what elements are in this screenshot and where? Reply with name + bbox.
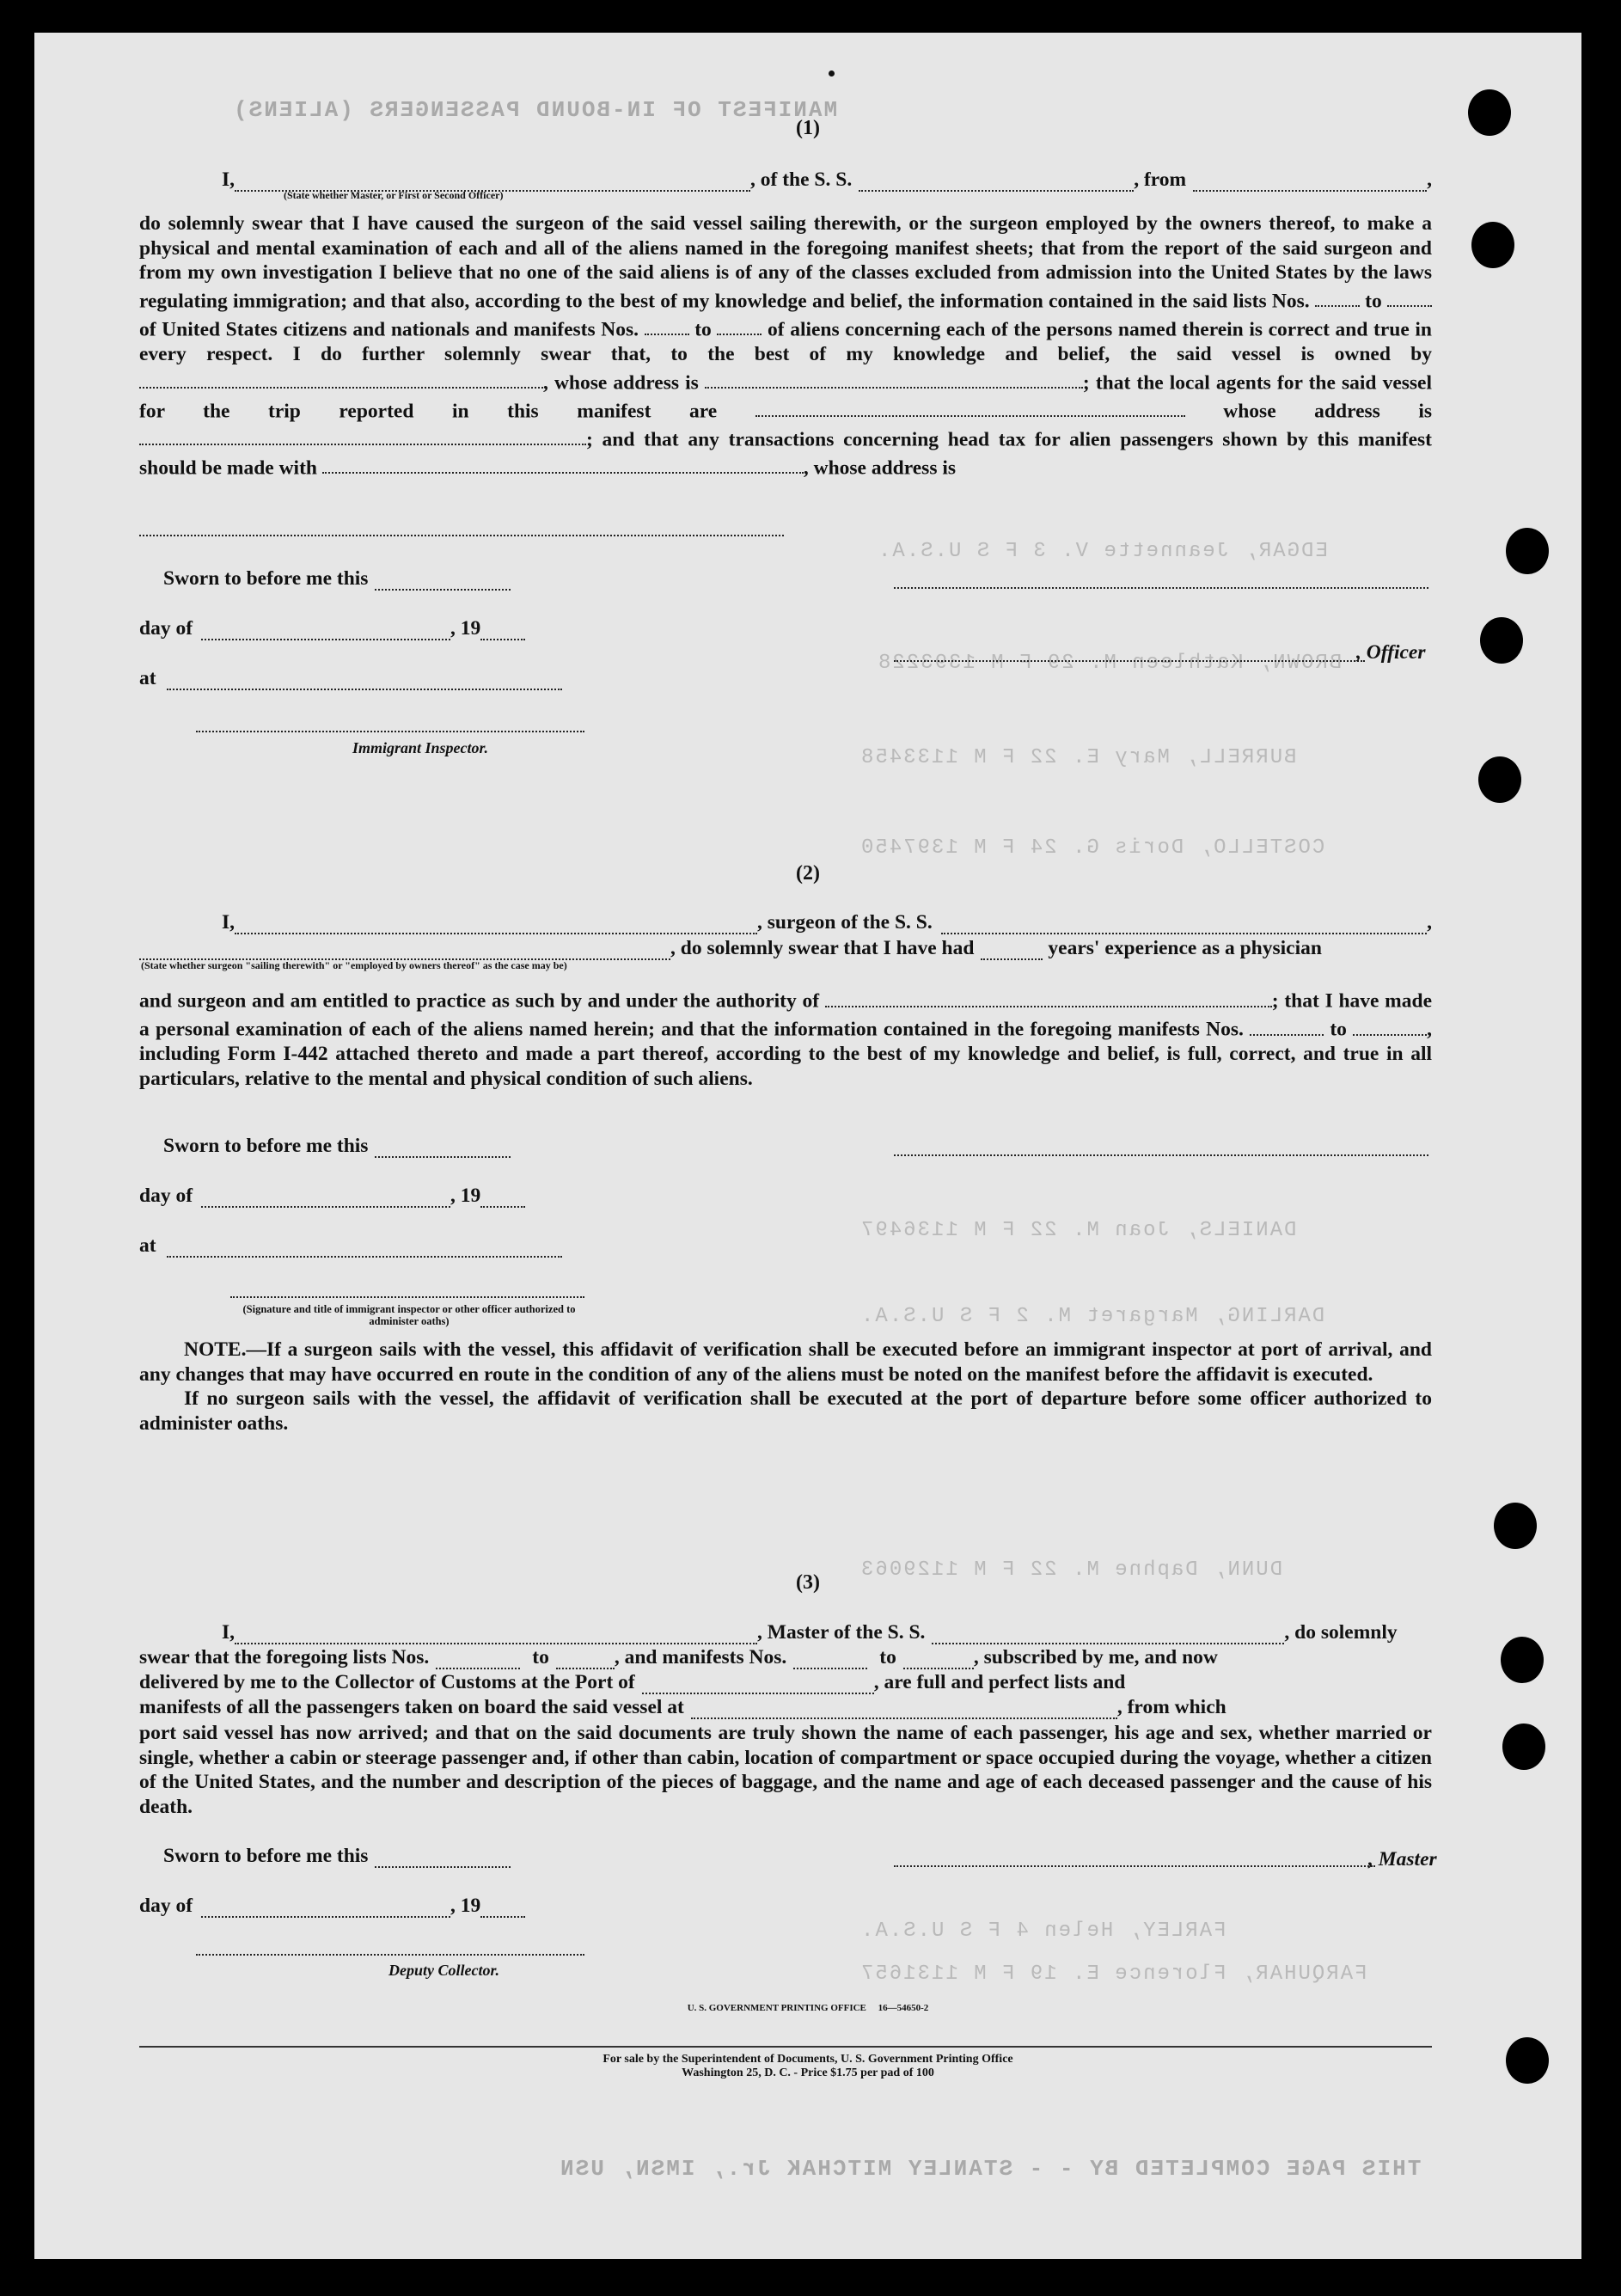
master-signature-line[interactable]: [894, 1865, 1375, 1867]
officer-line[interactable]: [894, 660, 1365, 662]
sale-line-2: Washington 25, D. C. - Price $1.75 per pad of 100: [682, 2066, 934, 2079]
year-field[interactable]: [480, 1186, 525, 1209]
citizen-lists-from-field[interactable]: [1315, 285, 1360, 308]
punch-hole: [1471, 222, 1514, 268]
note-text-1: —If a surgeon sails with the vessel, this affidavit of verification shall be executed before an immigrant inspector at port of arrival, and any changes that may have occurred en route in the condition of any of the aliens must be noted on the manifest before the affidavit is executed.: [139, 1338, 1432, 1386]
to-label: to: [1365, 290, 1382, 313]
officer-signature-line[interactable]: [894, 587, 1428, 589]
do-solemnly-label: , do solemnly: [1284, 1621, 1398, 1644]
section-3-day-of: [139, 1895, 1432, 1918]
bleed-through-text: DUNN, Daphne M. 22 F M 1129063: [859, 1558, 1283, 1582]
section-2-note: [139, 1338, 1432, 1436]
inspector-signature-line[interactable]: [230, 1296, 584, 1298]
section-1-opening-line: I, , of the S. S. , from ,: [222, 168, 1432, 191]
punch-hole: [1480, 617, 1523, 664]
exam-text: that I have made a personal examination of each of the aliens named herein; and that the information contained in the foregoing manifests Nos.: [139, 989, 1432, 1041]
manifests-to-field[interactable]: [903, 1648, 974, 1670]
lists-to-field[interactable]: [556, 1648, 615, 1670]
section-1-affidavit: do solemnly swear that I have caused the surgeon of the said vessel sailing therewith, or the surgeon employed by the owners thereof, to make a physical and mental examination of each and all of the aliens named in the foregoing manifest sheets; that from the report of the said surgeon and from my own investigation I believe that no one of the said aliens is of any of the classes excluded from admission into the United States by the laws regulating immigration; and that also, according to the best of my knowledge and belief, the information contained in the said lists Nos. to of United States citizens and nationals and manifests Nos. to of aliens concerning each of the persons named therein is correct and true in every respect. I do further solemnly swear that, to the best of my knowledge and belief, the said vessel is owned by , whose address is ; that the local agents for the said vessel for the trip reported in this manifest are whose address is ; and that any transactions concerning head tax for alien passengers shown by this manifest should be made with , whose address is: [139, 212, 1433, 480]
note-label: NOTE.: [184, 1338, 247, 1361]
bleed-through-text: FARLEY, Helen 4 F S U.S.A.: [859, 1919, 1226, 1943]
surgeon-status-field[interactable]: [139, 939, 670, 961]
i-label: I,: [222, 911, 236, 934]
printing-office-line: U. S. GOVERNMENT PRINTING OFFICE 16—54650-2: [687, 2003, 929, 2013]
section-3-affidavit: [139, 1721, 1432, 1819]
deputy-collector-signature-line[interactable]: [196, 1954, 584, 1956]
delivered-label: delivered by me to the Collector of Customs at the Port of: [139, 1671, 635, 1693]
officer-rank-note: (State whether Master, or First or Second Officer): [284, 189, 504, 201]
master-vessel-field[interactable]: [932, 1623, 1284, 1645]
section-2-affidavit: and surgeon and am entitled to practice as such by and under the authority of ; that I have made a personal examination of each of the aliens named herein; and that the information contained in the foregoing manifests Nos. to , including Form I-442 attached thereto and made a part thereof, according to the best of my knowledge and belief, is full, correct, and true in all particulars, relative to the mental and physical condition of such aliens.: [139, 985, 1432, 1091]
manifests-from-field[interactable]: [1250, 1013, 1324, 1036]
from-which-label: , from which: [1116, 1696, 1226, 1718]
sworn-day-field[interactable]: [375, 1846, 511, 1869]
bleed-through-text: COSTELLO, Doris G. 24 F M 1397450: [859, 836, 1325, 860]
to-label: to: [879, 1646, 896, 1668]
section-2-second-line: [139, 937, 1432, 960]
document-page: [34, 33, 1581, 2259]
bleed-through-text: BURRELL, Mary E. 22 F M 1133458: [859, 746, 1297, 769]
agents-address-field[interactable]: [139, 424, 586, 446]
manifests-from-field[interactable]: [793, 1648, 867, 1670]
surgeon-signature-line[interactable]: [894, 1154, 1428, 1156]
year-field[interactable]: [480, 619, 525, 641]
alien-manifests-from-field[interactable]: [645, 314, 689, 336]
section-3-text: port said vessel has now arrived; and that on the said documents are truly shown the name of each passenger, his age and sex, whether married or single, whether a cabin or steerage passenger and, if other than cabin, location of compartment or space occupied during the voyage, whether a citizen of the United States, and the number and description of the pieces of baggage, and the name and age of each deceased passenger and the cause of his death.: [139, 1722, 1432, 1818]
manifests-all-label: manifests of all the passengers taken on board the said vessel at: [139, 1696, 684, 1718]
bleed-through-footer: THIS PAGE COMPLETED BY - - STANLEY MITCHAK Jr., IMSN, USN: [559, 2156, 1422, 2182]
bleed-through-text: EDGAR, Jeannette V. 3 F S U.S.A.: [877, 540, 1328, 563]
authority-field[interactable]: [825, 985, 1272, 1007]
head-tax-agent-field[interactable]: [322, 452, 804, 475]
inspector-signature-note: (Signature and title of immigrant inspector or other officer authorized to administer oaths): [242, 1303, 576, 1327]
section-3-delivered-line: [139, 1671, 1432, 1694]
section-2-at: [139, 1234, 1432, 1258]
section-3-boarded-line: [139, 1696, 1432, 1719]
sworn-day-field[interactable]: [375, 1136, 511, 1159]
punch-hole: [1502, 1724, 1545, 1770]
section-2-opening-line: I, , surgeon of the S. S. ,: [222, 911, 1432, 934]
and-manifests-label: , and manifests Nos.: [614, 1646, 787, 1668]
agents-text: that the local agents for the said vessel for the trip reported in this manifest are: [139, 371, 1433, 423]
section-3-opening-line: [139, 1621, 1432, 1644]
affidavit-text-3: of aliens concerning each of the persons named therein is correct and true in every respect. I do further solemnly swear that, to the best of my knowledge and belief, the said vessel is owned by: [139, 318, 1432, 365]
i-label: I,: [222, 168, 236, 191]
to-label: to: [532, 1646, 549, 1668]
to-label: to: [694, 318, 712, 341]
day-of-label: day of: [139, 1895, 193, 1917]
affidavit-text-2: of United States citizens and nationals and manifests Nos.: [139, 318, 639, 341]
month-field[interactable]: [201, 1186, 450, 1209]
form-text: , including Form I-442 attached thereto and made a part thereof, according to the best of my knowledge and belief, is full, correct, and true in all particulars, relative to the mental and physical condition of such aliens.: [139, 1018, 1433, 1090]
surgeon-status-note: (State whether surgeon "sailing therewith" or "employed by owners thereof" as the case may be): [141, 959, 567, 971]
affidavit-text-1: do solemnly swear that I have caused the surgeon of the said vessel sailing therewith, or the surgeon employed by the owners thereof, to make a physical and mental examination of each and all of the aliens named in the foregoing manifest sheets; that from the report of the said surgeon and from my own investigation I believe that no one of the said aliens is of any of the classes excluded from admission into the United States by the laws regulating immigration; and that also, according to the best of my knowledge and belief, the information contained in the said lists Nos.: [139, 212, 1432, 313]
head-tax-address-line[interactable]: [139, 535, 784, 536]
punch-hole: [1494, 1503, 1537, 1549]
section-2-day-of: [139, 1185, 1432, 1208]
year-label: , 19: [450, 1185, 481, 1207]
place-field[interactable]: [167, 1236, 562, 1258]
authority-text: and surgeon and am entitled to practice as such by and under the authority of: [139, 989, 820, 1013]
section-3-sworn: [139, 1845, 1432, 1868]
year-label: , 19: [450, 617, 481, 640]
immigrant-inspector-label: Immigrant Inspector.: [352, 739, 489, 756]
citizen-lists-to-field[interactable]: [1387, 285, 1432, 308]
footer-rule: [139, 2046, 1432, 2048]
surgeon-vessel-field[interactable]: [941, 913, 1427, 935]
punch-hole: [1468, 89, 1511, 136]
swear-label: , do solemnly swear that I have had: [670, 937, 975, 959]
place-field[interactable]: [167, 669, 562, 691]
surgeon-name-field[interactable]: [235, 913, 757, 935]
day-of-label: day of: [139, 1185, 193, 1207]
master-label: , Master: [1368, 1848, 1437, 1870]
bleed-through-text: DANIELS, Joan M. 22 F M 1136497: [859, 1219, 1297, 1242]
section-1-number: (1): [796, 117, 820, 139]
section-2-number: (2): [796, 862, 820, 885]
section-3-lists-line: [139, 1646, 1432, 1669]
punch-hole: [1501, 1637, 1544, 1683]
whose-address-label: , whose address is: [543, 371, 699, 395]
punch-hole: [1506, 528, 1549, 574]
sworn-day-field[interactable]: [375, 569, 511, 591]
sale-line-1: For sale by the Superintendent of Documents, U. S. Government Printing Office: [603, 2053, 1013, 2066]
note-text-2: If no surgeon sails with the vessel, the affidavit of verification shall be executed at the port of departure before some officer authorized to administer oaths.: [139, 1387, 1432, 1435]
years-field[interactable]: [981, 939, 1043, 961]
section-1-day-of: [139, 617, 1432, 640]
alien-manifests-to-field[interactable]: [717, 314, 762, 336]
agents-field[interactable]: [755, 395, 1185, 418]
section-3-number: (3): [796, 1571, 820, 1594]
officer-label: , Officer: [1356, 641, 1426, 664]
at-label: at: [139, 667, 156, 689]
bleed-through-text: BROWN, Kathleen M. 29 F M 1393228: [877, 652, 1343, 675]
years-label: years' experience as a physician: [1048, 937, 1322, 959]
deputy-collector-label: Deputy Collector.: [388, 1962, 499, 1979]
swear-lists-label: swear that the foregoing lists Nos.: [139, 1646, 430, 1668]
manifests-to-field[interactable]: [1353, 1013, 1427, 1036]
subscribed-label: , subscribed by me, and now: [973, 1646, 1218, 1668]
year-label: , 19: [450, 1895, 481, 1917]
sworn-label: Sworn to before me this: [163, 567, 369, 590]
bleed-through-header: MANIFEST OF IN-BOUND PASSENGERS (ALIENS): [232, 97, 838, 123]
sworn-label: Sworn to before me this: [163, 1135, 369, 1157]
registration-dot: [829, 70, 835, 77]
whose-address-label: whose address is: [1223, 400, 1433, 423]
i-label: I,: [222, 1621, 236, 1644]
from-label: , from: [1134, 168, 1187, 191]
master-of-label: , Master of the S. S.: [757, 1621, 926, 1644]
day-of-label: day of: [139, 617, 193, 640]
lists-from-field[interactable]: [436, 1648, 520, 1670]
head-tax-text: ; and that any transactions concerning head tax for alien passengers shown by this manifest should be made with: [139, 428, 1432, 480]
month-field[interactable]: [201, 1896, 450, 1919]
immigrant-inspector-signature-line[interactable]: [196, 731, 584, 732]
month-field[interactable]: [201, 619, 450, 641]
master-name-field[interactable]: [235, 1623, 757, 1645]
to-label: to: [1330, 1018, 1347, 1041]
surgeon-of-label: , surgeon of the S. S.: [757, 911, 933, 934]
bleed-through-text: FARQUHAR, Florence E. 19 F M 1131657: [859, 1962, 1367, 1986]
owner-address-field[interactable]: [705, 367, 1083, 389]
year-field[interactable]: [480, 1896, 525, 1919]
full-perfect-label: , are full and perfect lists and: [873, 1671, 1126, 1693]
owner-field[interactable]: [139, 367, 543, 389]
boarding-port-field[interactable]: [691, 1698, 1117, 1720]
vessel-name-field[interactable]: [859, 170, 1134, 193]
whose-address-label: , whose address is: [803, 456, 957, 480]
section-1-at: [139, 667, 1432, 690]
port-field[interactable]: [642, 1673, 874, 1695]
from-port-field[interactable]: [1193, 170, 1427, 193]
at-label: at: [139, 1234, 156, 1257]
punch-hole: [1506, 2037, 1549, 2084]
bleed-through-text: DARLING, Margaret M. 2 F S U.S.A.: [859, 1305, 1325, 1328]
punch-hole: [1478, 756, 1521, 803]
sworn-label: Sworn to before me this: [163, 1845, 369, 1867]
of-ss-label: , of the S. S.: [750, 168, 853, 191]
